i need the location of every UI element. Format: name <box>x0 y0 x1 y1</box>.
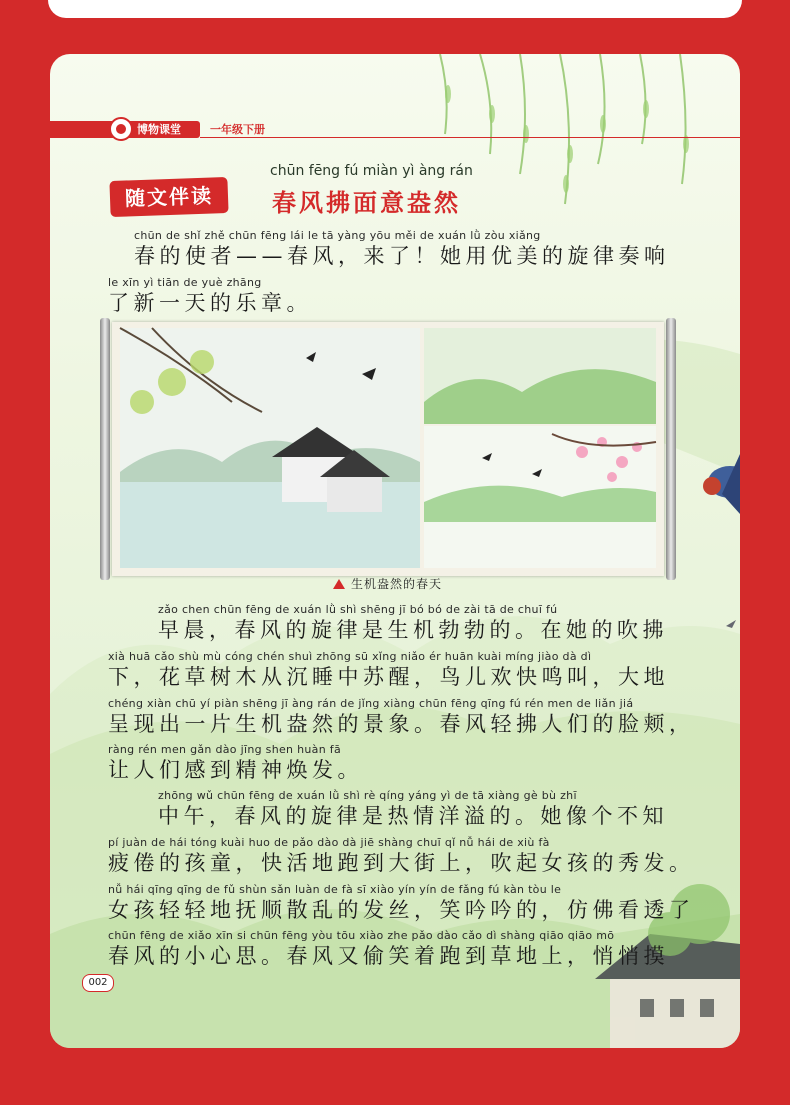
hanzi-line: 了新一天的乐章。 <box>108 291 312 315</box>
header-divider <box>200 137 740 138</box>
header-brand: 博物课堂 <box>137 123 181 136</box>
scroll-painting <box>100 318 676 580</box>
brand-logo-icon <box>109 117 133 141</box>
hanzi-line: 早晨，春风的旋律是生机勃勃的。在她的吹拂 <box>158 618 668 642</box>
text-line <box>108 276 312 316</box>
section-badge: 随文伴读 <box>109 177 228 217</box>
pinyin-line: le xīn yì tiān de yuè zhāng <box>108 276 262 289</box>
hanzi-line: 呈现出一片生机盎然的景象。春风轻拂人们的脸颊， <box>108 712 695 736</box>
text-line <box>108 743 363 783</box>
hanzi-line: 春的使者——春风，来了！她用优美的旋律奏响 <box>134 244 670 268</box>
page-title: 春风拂面意盎然 <box>272 189 461 217</box>
pinyin-line: chéng xiàn chū yí piàn shēng jī àng rán de jǐng xiàng chūn fēng qīng fú rén men de liǎn jiá <box>108 697 634 710</box>
pinyin-line: nǚ hái qīng qīng de fǔ shùn sǎn luàn de fà sī xiào yín yín de fǎng fú kàn tòu le <box>108 883 562 896</box>
spring-landscape-image <box>112 322 664 576</box>
book-page <box>50 54 740 1048</box>
text-line <box>158 603 668 643</box>
scroll-rod-left <box>100 318 110 580</box>
scroll-paper <box>112 322 664 576</box>
title-pinyin: chūn fēng fú miàn yì àng rán <box>270 163 473 179</box>
pinyin-line: chūn fēng de xiǎo xīn si chūn fēng yòu tōu xiào zhe pǎo dào cǎo dì shàng qiāo qiāo mō <box>108 929 615 942</box>
text-line <box>108 929 669 969</box>
text-line <box>158 789 668 829</box>
hanzi-line: 女孩轻轻地抚顺散乱的发丝，笑吟吟的，仿佛看透了 <box>108 898 695 922</box>
hanzi-line: 中午，春风的旋律是热情洋溢的。她像个不知 <box>158 804 668 828</box>
text-line <box>108 697 695 737</box>
hanzi-line: 春风的小心思。春风又偷笑着跑到草地上，悄悄摸 <box>108 944 669 968</box>
image-caption <box>333 575 442 592</box>
hanzi-line: 让人们感到精神焕发。 <box>108 758 363 782</box>
pinyin-line: ràng rén men gǎn dào jīng shen huàn fā <box>108 743 341 756</box>
pinyin-line: xià huā cǎo shù mù cóng chén shuì zhōng sū xǐng niǎo ér huān kuài míng jiào dà dì <box>108 650 592 663</box>
hanzi-line: 疲倦的孩童，快活地跑到大街上，吹起女孩的秀发。 <box>108 851 695 875</box>
text-line <box>134 229 670 269</box>
pinyin-line: zhōng wǔ chūn fēng de xuán lǜ shì rè qíng yáng yì de tā xiàng gè bù zhī <box>158 789 577 802</box>
text-line <box>108 650 669 690</box>
header-grade: 一年级下册 <box>210 123 265 136</box>
page-number: 002 <box>82 974 114 992</box>
pinyin-line: chūn de shǐ zhě chūn fēng lái le tā yàng yōu měi de xuán lǜ zòu xiǎng <box>134 229 541 242</box>
pinyin-line: pí juàn de hái tóng kuài huo de pǎo dào dà jiē shàng chuī qǐ nǚ hái de xiù fà <box>108 836 550 849</box>
text-line <box>108 883 695 923</box>
previous-page-edge <box>48 0 742 18</box>
pinyin-line: zǎo chen chūn fēng de xuán lǜ shì shēng jī bó bó de zài tā de chuī fú <box>158 603 558 616</box>
hanzi-line: 下，花草树木从沉睡中苏醒，鸟儿欢快鸣叫，大地 <box>108 665 669 689</box>
header-bar <box>50 121 740 138</box>
scroll-rod-right <box>666 318 676 580</box>
caption-text: 生机盎然的春天 <box>351 577 443 591</box>
triangle-up-icon <box>333 579 345 589</box>
text-line <box>108 836 695 876</box>
